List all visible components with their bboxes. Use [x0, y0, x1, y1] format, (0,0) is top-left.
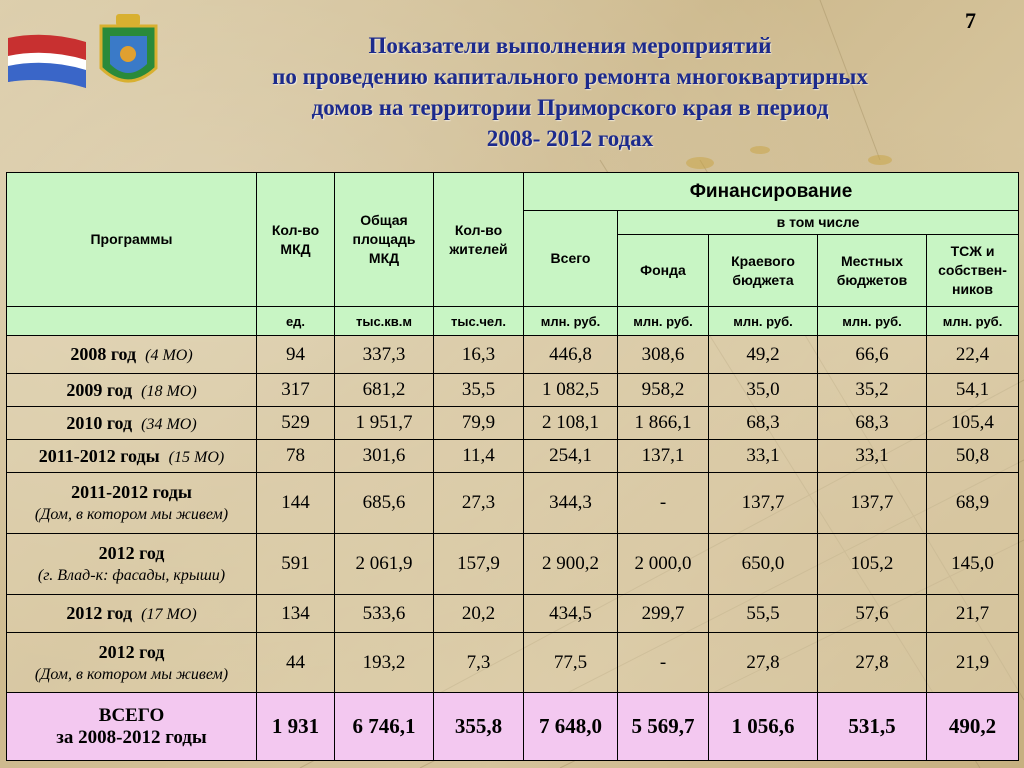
value-cell: 157,9	[434, 534, 524, 595]
table-row	[7, 440, 1019, 473]
header-including: в том числе	[618, 211, 1019, 235]
value-cell: 105,2	[818, 534, 927, 595]
value-cell: 21,9	[927, 633, 1019, 693]
header-local-budgets: Местных бюджетов	[818, 235, 927, 307]
table-row	[7, 534, 1019, 595]
value-cell: 66,6	[818, 336, 927, 374]
value-cell: 685,6	[335, 473, 434, 534]
program-label	[7, 440, 257, 473]
value-cell: 27,8	[709, 633, 818, 693]
table-row	[7, 595, 1019, 633]
program-name: 2012 год	[98, 641, 165, 662]
table-row	[7, 473, 1019, 534]
program-label	[7, 534, 257, 595]
value-cell: 54,1	[927, 374, 1019, 407]
capital-repair-table	[6, 172, 1019, 761]
value-cell: 533,6	[335, 595, 434, 633]
value-cell: 308,6	[618, 336, 709, 374]
title-line: по проведению капитального ремонта многоквартирных	[272, 64, 868, 89]
program-label	[7, 407, 257, 440]
value-cell: 1 866,1	[618, 407, 709, 440]
table-body	[7, 336, 1019, 693]
value-cell: 22,4	[927, 336, 1019, 374]
program-note: (Дом, в котором мы живем)	[34, 506, 229, 523]
value-cell: 55,5	[709, 595, 818, 633]
total-cell: 1 056,6	[709, 693, 818, 761]
value-cell: 68,3	[818, 407, 927, 440]
value-cell: 137,1	[618, 440, 709, 473]
value-cell: 11,4	[434, 440, 524, 473]
program-note: (17 МО)	[141, 606, 197, 623]
program-note: (18 МО)	[141, 382, 197, 400]
value-cell: 35,0	[709, 374, 818, 407]
value-cell: 7,3	[434, 633, 524, 693]
table-row	[7, 407, 1019, 440]
value-cell: 2 061,9	[335, 534, 434, 595]
header-residents: Кол-во жителей	[434, 173, 524, 307]
program-name: 2010 год	[66, 412, 133, 433]
total-cell: 355,8	[434, 693, 524, 761]
total-cell: 531,5	[818, 693, 927, 761]
region-emblem-logo	[6, 8, 166, 98]
program-label	[7, 595, 257, 633]
value-cell: 1 082,5	[524, 374, 618, 407]
unit-cell: ед.	[257, 307, 335, 336]
program-label	[7, 336, 257, 374]
table-row	[7, 336, 1019, 374]
value-cell: 21,7	[927, 595, 1019, 633]
value-cell: 49,2	[709, 336, 818, 374]
header-area: Общая площадь МКД	[335, 173, 434, 307]
value-cell: 529	[257, 407, 335, 440]
value-cell: 344,3	[524, 473, 618, 534]
value-cell: 44	[257, 633, 335, 693]
value-cell: 27,3	[434, 473, 524, 534]
value-cell: 144	[257, 473, 335, 534]
program-label	[7, 374, 257, 407]
program-note: (г. Влад-к: фасады, крыши)	[37, 567, 226, 584]
value-cell: 337,3	[335, 336, 434, 374]
value-cell: 105,4	[927, 407, 1019, 440]
value-cell: 317	[257, 374, 335, 407]
total-label: ВСЕГО за 2008-2012 годы	[7, 693, 257, 761]
value-cell: -	[618, 473, 709, 534]
value-cell: 27,8	[818, 633, 927, 693]
program-label	[7, 633, 257, 693]
title-line: Показатели выполнения мероприятий	[368, 33, 772, 58]
title-line: домов на территории Приморского края в период	[311, 95, 829, 120]
program-note: (34 МО)	[141, 415, 197, 433]
value-cell: 57,6	[818, 595, 927, 633]
header-fund: Фонда	[618, 235, 709, 307]
value-cell: 145,0	[927, 534, 1019, 595]
total-cell: 1 931	[257, 693, 335, 761]
program-note: (4 МО)	[145, 347, 193, 364]
value-cell: 50,8	[927, 440, 1019, 473]
header-mkd-count: Кол-во МКД	[257, 173, 335, 307]
program-name: 2012 год	[66, 603, 133, 623]
program-name: 2012 год	[98, 543, 165, 563]
unit-cell: млн. руб.	[618, 307, 709, 336]
unit-cell: млн. руб.	[818, 307, 927, 336]
value-cell: 20,2	[434, 595, 524, 633]
value-cell: 2 108,1	[524, 407, 618, 440]
page-number: 7	[965, 8, 976, 33]
program-note: (15 МО)	[168, 448, 225, 466]
value-cell: 193,2	[335, 633, 434, 693]
value-cell: 33,1	[709, 440, 818, 473]
value-cell: 79,9	[434, 407, 524, 440]
unit-cell: млн. руб.	[524, 307, 618, 336]
program-name: 2009 год	[66, 379, 133, 400]
value-cell: 137,7	[818, 473, 927, 534]
header-programs: Программы	[7, 173, 257, 307]
value-cell: 137,7	[709, 473, 818, 534]
value-cell: 35,5	[434, 374, 524, 407]
value-cell: 2 000,0	[618, 534, 709, 595]
unit-cell: млн. руб.	[709, 307, 818, 336]
program-label	[7, 473, 257, 534]
value-cell: 2 900,2	[524, 534, 618, 595]
value-cell: 681,2	[335, 374, 434, 407]
value-cell: 591	[257, 534, 335, 595]
table-row	[7, 374, 1019, 407]
value-cell: 35,2	[818, 374, 927, 407]
value-cell: 68,3	[709, 407, 818, 440]
value-cell: 299,7	[618, 595, 709, 633]
value-cell: 434,5	[524, 595, 618, 633]
units-blank	[7, 307, 257, 336]
value-cell: 1 951,7	[335, 407, 434, 440]
total-cell: 6 746,1	[335, 693, 434, 761]
total-cell: 490,2	[927, 693, 1019, 761]
total-cell: 5 569,7	[618, 693, 709, 761]
value-cell: 446,8	[524, 336, 618, 374]
value-cell: 33,1	[818, 440, 927, 473]
header-tszh-owners: ТСЖ и собствен- ников	[927, 235, 1019, 307]
value-cell: 68,9	[927, 473, 1019, 534]
value-cell: -	[618, 633, 709, 693]
table-row	[7, 633, 1019, 693]
program-name: 2008 год	[70, 344, 137, 364]
total-cell: 7 648,0	[524, 693, 618, 761]
unit-cell: тыс.кв.м	[335, 307, 434, 336]
value-cell: 16,3	[434, 336, 524, 374]
title-line: 2008- 2012 годах	[486, 126, 654, 151]
value-cell: 78	[257, 440, 335, 473]
value-cell: 134	[257, 595, 335, 633]
program-note: (Дом, в котором мы живем)	[34, 665, 229, 683]
unit-cell: тыс.чел.	[434, 307, 524, 336]
value-cell: 94	[257, 336, 335, 374]
header-financing: Финансирование	[524, 173, 1019, 211]
value-cell: 254,1	[524, 440, 618, 473]
value-cell: 958,2	[618, 374, 709, 407]
total-row	[7, 693, 1019, 761]
value-cell: 301,6	[335, 440, 434, 473]
program-name: 2011-2012 годы	[71, 482, 192, 502]
program-name: 2011-2012 годы	[38, 445, 160, 466]
units-row	[7, 307, 1019, 336]
header-regional-budget: Краевого бюджета	[709, 235, 818, 307]
value-cell: 650,0	[709, 534, 818, 595]
page-title	[170, 30, 970, 154]
unit-cell: млн. руб.	[927, 307, 1019, 336]
value-cell: 77,5	[524, 633, 618, 693]
header-total: Всего	[524, 211, 618, 307]
